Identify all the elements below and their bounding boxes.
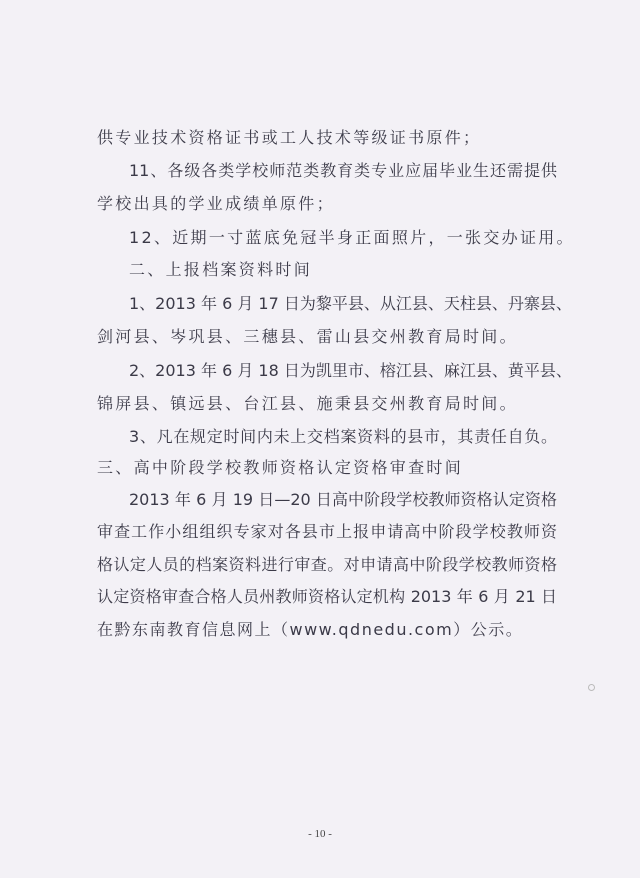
text-line: 在黔东南教育信息网上（www.qdnedu.com）公示。 — [97, 620, 524, 639]
text-line: 2013 年 6 月 19 日—20 日高中阶段学校教师资格认定资格 — [129, 490, 557, 509]
text-line: 11、各级各类学校师范类教育类专业应届毕业生还需提供 — [129, 161, 557, 180]
page-number: - 10 - — [308, 828, 332, 840]
section-heading: 三、高中阶段学校教师资格认定资格审查时间 — [97, 458, 464, 477]
text-line: 审查工作小组组织专家对各县市上报申请高中阶段学校教师资 — [97, 522, 557, 541]
text-line: 2、2013 年 6 月 18 日为凯里市、榕江县、麻江县、黄平县、 — [129, 361, 572, 380]
section-heading: 二、上报档案资料时间 — [129, 260, 313, 279]
text-line: 供专业技术资格证书或工人技术等级证书原件； — [97, 128, 482, 147]
text-line: 锦屏县、镇远县、台江县、施秉县交州教育局时间。 — [97, 394, 518, 413]
text-line: 认定资格审查合格人员州教师资格认定机构 2013 年 6 月 21 日 — [97, 587, 557, 606]
text-line: 学校出具的学业成绩单原件； — [97, 194, 335, 213]
text-line: 格认定人员的档案资料进行审查。对申请高中阶段学校教师资格 — [97, 555, 557, 574]
scan-punch-mark — [588, 684, 595, 691]
text-line: 3、凡在规定时间内未上交档案资料的县市，其责任自负。 — [129, 427, 557, 446]
text-line: 剑河县、岑巩县、三穗县、雷山县交州教育局时间。 — [97, 327, 518, 346]
text-line: 12、近期一寸蓝底免冠半身正面照片，一张交办证用。 — [129, 228, 575, 247]
text-line: 1、2013 年 6 月 17 日为黎平县、从江县、天柱县、丹寨县、 — [129, 294, 572, 313]
